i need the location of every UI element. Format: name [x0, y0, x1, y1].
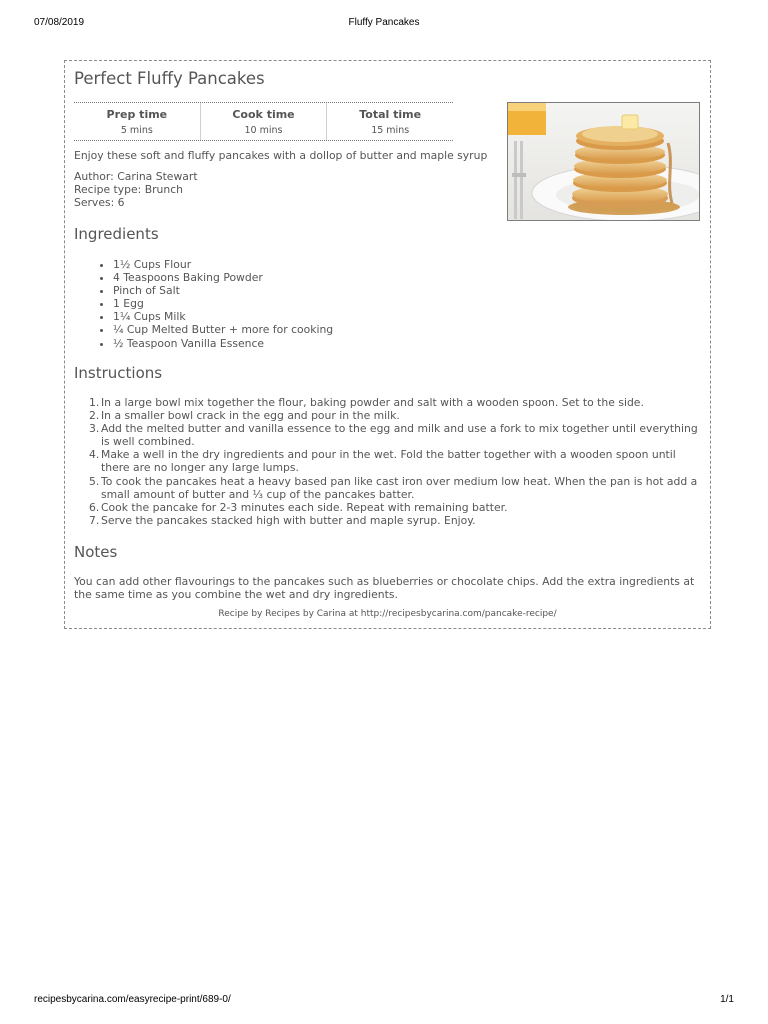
recipe-author: Author: Carina Stewart [74, 170, 198, 183]
print-url: recipesbycarina.com/easyrecipe-print/689-0/ [34, 994, 231, 1005]
recipe-type: Recipe type: Brunch [74, 183, 184, 196]
step-text: Add the melted butter and vanilla essence to the egg and milk and use a fork to mix together until everything is well combined. [101, 422, 698, 449]
cook-time [200, 103, 327, 140]
ingredient-item: • 1½ Cups Flour [113, 258, 333, 271]
prep-time [74, 103, 200, 140]
notes-heading: Notes [74, 543, 118, 561]
recipe-credit: Recipe by Recipes by Carina at http://recipesbycarina.com/pancake-recipe/ [218, 609, 557, 619]
recipe-card [64, 60, 711, 629]
step-text: To cook the pancakes heat a heavy based pan like cast iron over medium low heat. When the pan is hot add a small amount of butter and ⅓ cup of the pancakes batter. [101, 474, 698, 501]
ingredient-item: • ¼ Cup Melted Butter + more for cooking [113, 323, 333, 336]
recipe-description: Enjoy these soft and fluffy pancakes with a dollop of butter and maple syrup [74, 149, 488, 162]
instructions-list [89, 396, 707, 527]
step-text: Cook the pancake for 2-3 minutes each side. Repeat with remaining batter. [101, 500, 508, 514]
step-number: 7. [89, 513, 100, 527]
ingredient-item: • 1¼ Cups Milk [113, 310, 333, 323]
recipe-title: Perfect Fluffy Pancakes [74, 69, 265, 88]
step-text: Make a well in the dry ingredients and pour in the wet. Fold the batter together with a wooden spoon until there are no longer any large lumps. [101, 448, 676, 475]
recipe-serves: Serves: 6 [74, 196, 125, 209]
instructions-heading: Instructions [74, 364, 163, 382]
total-time-label: Total time [359, 108, 422, 121]
instruction-step [89, 396, 707, 409]
total-time [326, 103, 453, 140]
step-number: 5. [89, 474, 100, 488]
ingredient-item: • ½ Teaspoon Vanilla Essence [113, 337, 333, 350]
prep-time-label: Prep time [106, 108, 168, 121]
instruction-step [89, 500, 707, 514]
step-text: Serve the pancakes stacked high with butter and maple syrup. Enjoy. [101, 513, 476, 527]
instruction-step [89, 513, 707, 527]
step-number: 6. [89, 500, 100, 514]
step-number: 3. [89, 422, 100, 436]
ingredients-list [98, 258, 333, 350]
step-number: 4. [89, 448, 100, 462]
print-date: 07/08/2019 [34, 17, 85, 28]
print-header [34, 17, 734, 31]
instruction-step [89, 422, 707, 449]
print-footer [34, 994, 734, 1008]
prep-time-value: 5 mins [120, 125, 153, 136]
instruction-step [89, 409, 707, 423]
step-number: 2. [89, 409, 100, 423]
ingredient-item: • 4 Teaspoons Baking Powder [113, 271, 333, 284]
step-number: 1. [89, 396, 100, 409]
recipe-times [74, 102, 453, 141]
pancake-stack-image [508, 103, 700, 221]
instruction-step [89, 448, 707, 475]
print-title: Fluffy Pancakes [348, 17, 420, 28]
ingredients-heading: Ingredients [74, 225, 159, 243]
ingredient-item: • 1 Egg [113, 297, 333, 310]
total-time-value: 15 mins [371, 125, 410, 136]
cook-time-label: Cook time [232, 108, 295, 121]
instruction-step [89, 474, 707, 501]
notes-text: You can add other flavourings to the pancakes such as blueberries or chocolate chips. Add the extra ingredients at the same time as you combine the wet and dry ingredients. [74, 575, 695, 602]
cook-time-value: 10 mins [244, 125, 283, 136]
ingredient-item: • Pinch of Salt [113, 284, 333, 297]
step-text: In a smaller bowl crack in the egg and pour in the milk. [101, 409, 400, 423]
pancake-photo [507, 102, 700, 221]
step-text: In a large bowl mix together the flour, baking powder and salt with a wooden spoon. Set to the side. [101, 396, 644, 409]
page-number: 1/1 [720, 994, 734, 1005]
